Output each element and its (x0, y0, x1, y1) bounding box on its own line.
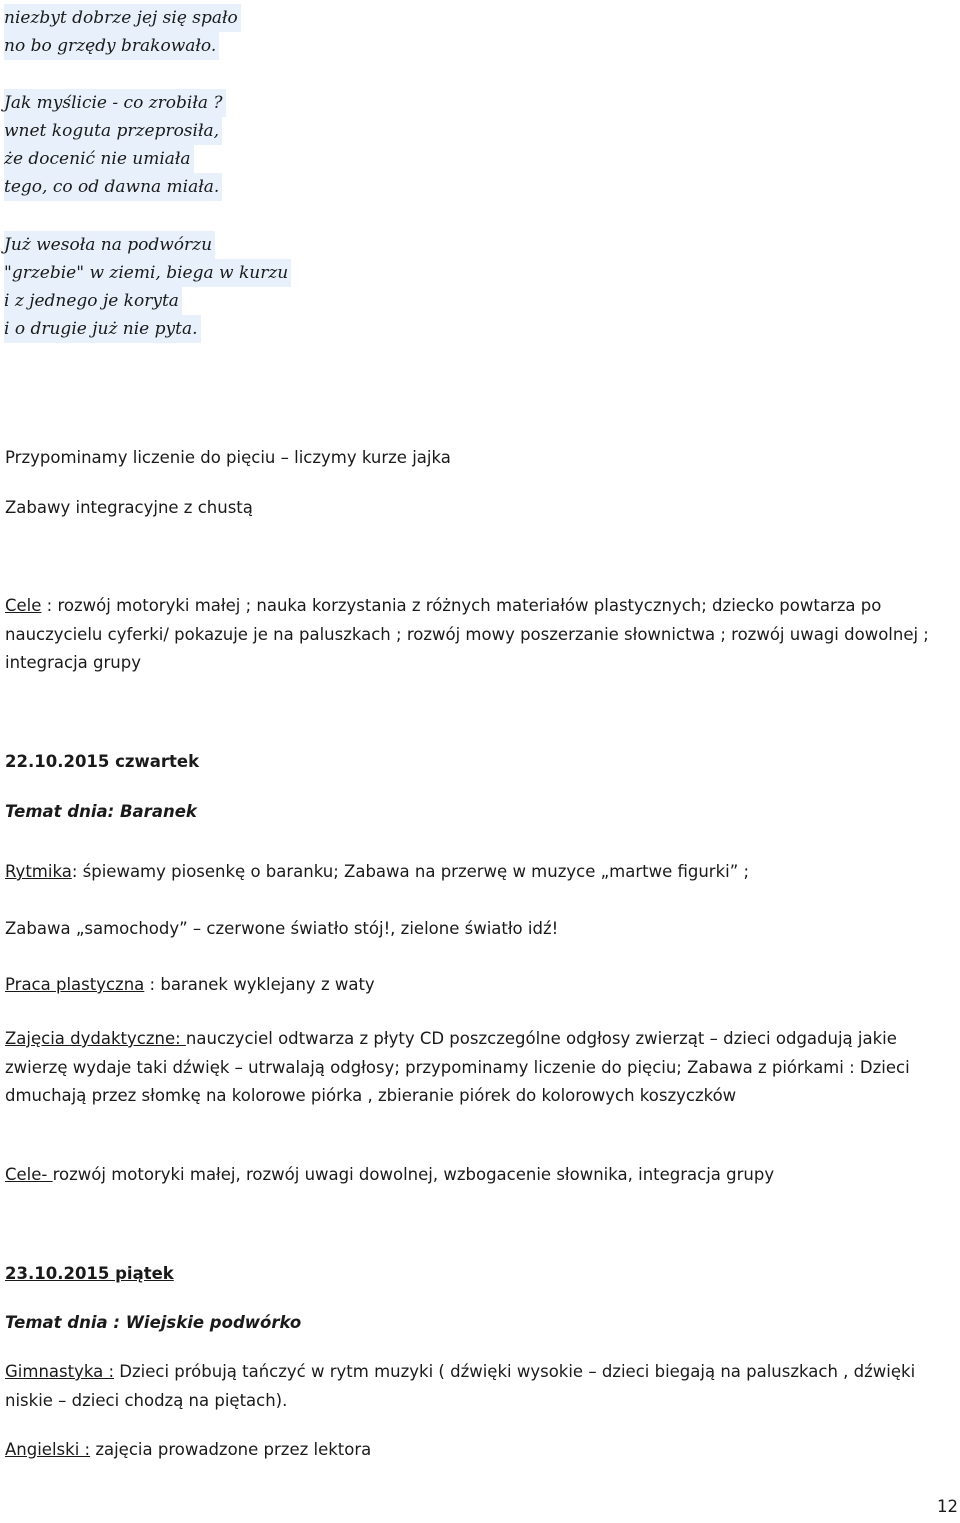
rytmika-text: : śpiewamy piosenkę o baranku; Zabawa na przerwę w muzyce „martwe figurki” ; (71, 862, 750, 881)
poem-line: Jak myślicie - co zrobiła ? (4, 89, 226, 117)
poem-stanza-3 (4, 231, 291, 343)
day1-topic-heading: Temat dnia: Baranek (5, 802, 197, 821)
gimnastyka-text: Dzieci próbują tańczyć w rytm muzyki ( dźwięki wysokie – dzieci biegają na paluszkach , dźwięki niskie – dzieci chodzą na piętach). (5, 1362, 916, 1410)
zabawy-line: Zabawy integracyjne z chustą (5, 498, 253, 517)
praca-text: : baranek wyklejany z waty (144, 975, 375, 994)
day1-date-heading: 22.10.2015 czwartek (5, 752, 200, 771)
angielski-line (5, 1436, 371, 1464)
przypominamy-line: Przypominamy liczenie do pięciu – liczymy kurze jajka (5, 448, 451, 467)
poem-line: tego, co od dawna miała. (4, 173, 222, 201)
cele-text: : rozwój motoryki małej ; nauka korzystania z różnych materiałów plastycznych; dziecko powtarza po nauczycielu cyferki/ pokazuje je na paluszkach ; rozwój mowy poszerzanie słownictwa ; rozwój uwagi dowolnej ; integracja grupy (5, 596, 929, 672)
poem-line: "grzebie" w ziemi, biega w kurzu (4, 259, 291, 287)
day1-cele-label: Cele- (5, 1165, 53, 1184)
poem-line: no bo grzędy brakowało. (4, 32, 219, 60)
poem-line: że docenić nie umiała (4, 145, 194, 173)
gimnastyka-label: Gimnastyka : (5, 1362, 115, 1381)
poem-stanza-1 (4, 4, 241, 60)
day2-topic-heading: Temat dnia : Wiejskie podwórko (5, 1313, 302, 1332)
cele-label: Cele (5, 596, 42, 615)
angielski-text: zajęcia prowadzone przez lektora (90, 1440, 372, 1459)
day2-date-heading: 23.10.2015 piątek (5, 1264, 174, 1283)
praca-label: Praca plastyczna (5, 975, 145, 994)
zajecia-label: Zajęcia dydaktyczne: (5, 1029, 186, 1048)
poem-line: Już wesoła na podwórzu (4, 231, 215, 259)
day1-cele-line (5, 1161, 774, 1189)
angielski-label: Angielski : (5, 1440, 91, 1459)
zajecia-paragraph (5, 1025, 950, 1111)
cele-paragraph (5, 592, 950, 678)
poem-line: niezbyt dobrze jej się spało (4, 4, 241, 32)
zabawa-line: Zabawa „samochody” – czerwone światło stój!, zielone światło idź! (5, 919, 559, 938)
poem-stanza-2 (4, 89, 226, 201)
day1-cele-text: rozwój motoryki małej, rozwój uwagi dowolnej, wzbogacenie słownika, integracja grupy (52, 1165, 775, 1184)
poem-line: i o drugie już nie pyta. (4, 315, 201, 343)
rytmika-label: Rytmika (5, 862, 72, 881)
zajecia-text: nauczyciel odtwarza z płyty CD poszczególne odgłosy zwierząt – dzieci odgadują jakie zwierzę wydaje taki dźwięk – utrwalają odgłosy; przypominamy liczenie do pięciu; Zabawa z piórkami : Dzieci dmuchają przez słomkę na kolorowe piórka , zbieranie piórek do kolorowych koszyczków (5, 1029, 910, 1105)
page-number: 12 (937, 1497, 958, 1516)
gimnastyka-paragraph (5, 1358, 950, 1415)
rytmika-line (5, 858, 749, 886)
poem-line: wnet koguta przeprosiła, (4, 117, 222, 145)
praca-line (5, 971, 375, 999)
poem-line: i z jednego je koryta (4, 287, 182, 315)
